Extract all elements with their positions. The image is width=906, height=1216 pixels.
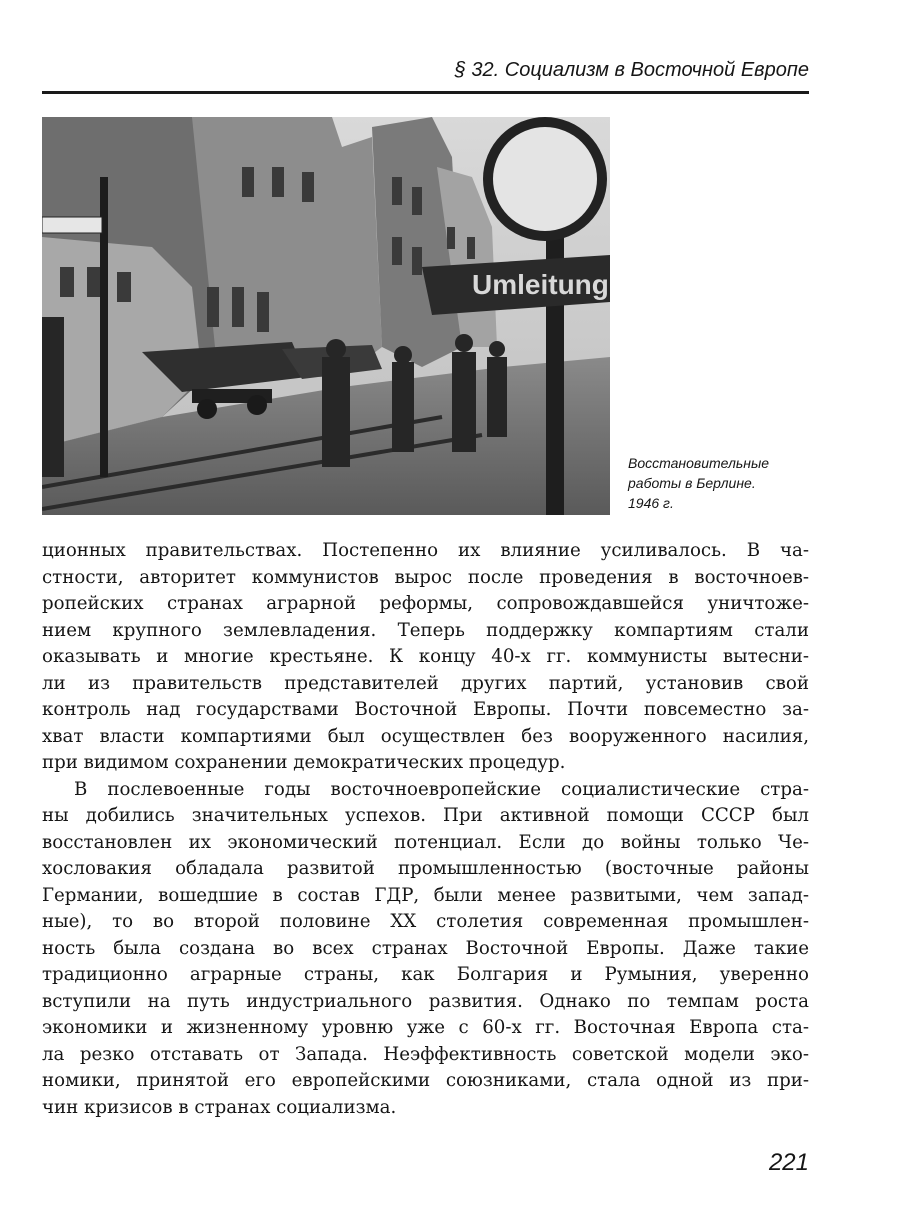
text-line: восстановлен их экономический потенциал. Если до войны только Че- [42,831,809,853]
text-line: В послевоенные годы восточноевропейские социалистические стра- [74,778,809,800]
photo-berlin-reconstruction [42,117,610,515]
caption-line: 1946 г. [628,495,674,511]
page-number: 221 [768,1149,809,1176]
text-line: стности, авторитет коммунистов вырос после проведения в восточноев- [42,566,809,588]
text-line: оказывать и многие крестьяне. К концу 40-х гг. коммунисты вытесни- [42,646,809,667]
text-line: ропейских странах аграрной реформы, сопровождавшейся уничтоже- [42,593,809,614]
text-line: ны добились значительных успехов. При активной помощи СССР был [42,805,809,826]
text-line: Германии, вошедшие в состав ГДР, были менее развитыми, чем запад- [42,884,809,906]
figure-caption [628,453,828,513]
text-line: контроль над государствами Восточной Европы. Почти повсеместно за- [42,699,809,720]
text-line: чин кризисов в странах социализма. [42,1096,397,1118]
caption-line: работы в Берлине. [628,475,756,491]
body-text [42,538,809,1121]
text-line: хословакия обладала развитой промышленностью (восточные районы [42,858,809,879]
text-line: при видимом сохранении демократических процедур. [42,752,566,773]
text-line: ли из правительств представителей других партий, установив свой [42,672,809,694]
paragraph-1 [42,538,809,777]
text-line: традиционно аграрные страны, как Болгария и Румыния, уверенно [42,964,809,985]
header-rule [42,91,809,94]
text-line: ла резко отставать от Запада. Неэффективность советской модели эко- [42,1043,809,1065]
caption-line: Восстановительные [628,455,770,471]
text-line: хват власти компартиями был осуществлен без вооруженного насилия, [42,725,809,747]
text-line: ционных правительствах. Постепенно их влияние усиливалось. В ча- [42,540,809,561]
running-header: § 32. Социализм в Восточной Европе [454,59,809,81]
text-line: нием крупного землевладения. Теперь поддержку компартиям стали [42,619,809,641]
text-line: номики, принятой его европейскими союзниками, стала одной из при- [42,1070,809,1091]
sign-text: Umleitung [472,269,609,300]
text-line: экономики и жизненному уровню уже с 60-х гг. Восточная Европа ста- [42,1017,809,1038]
text-line: ность была создана во всех странах Восточной Европы. Даже такие [42,937,809,959]
text-line: вступили на путь индустриального развития. Однако по темпам роста [42,990,809,1012]
paragraph-2 [42,777,809,1122]
text-line: ные), то во второй половине XX столетия современная промышлен- [42,911,809,932]
